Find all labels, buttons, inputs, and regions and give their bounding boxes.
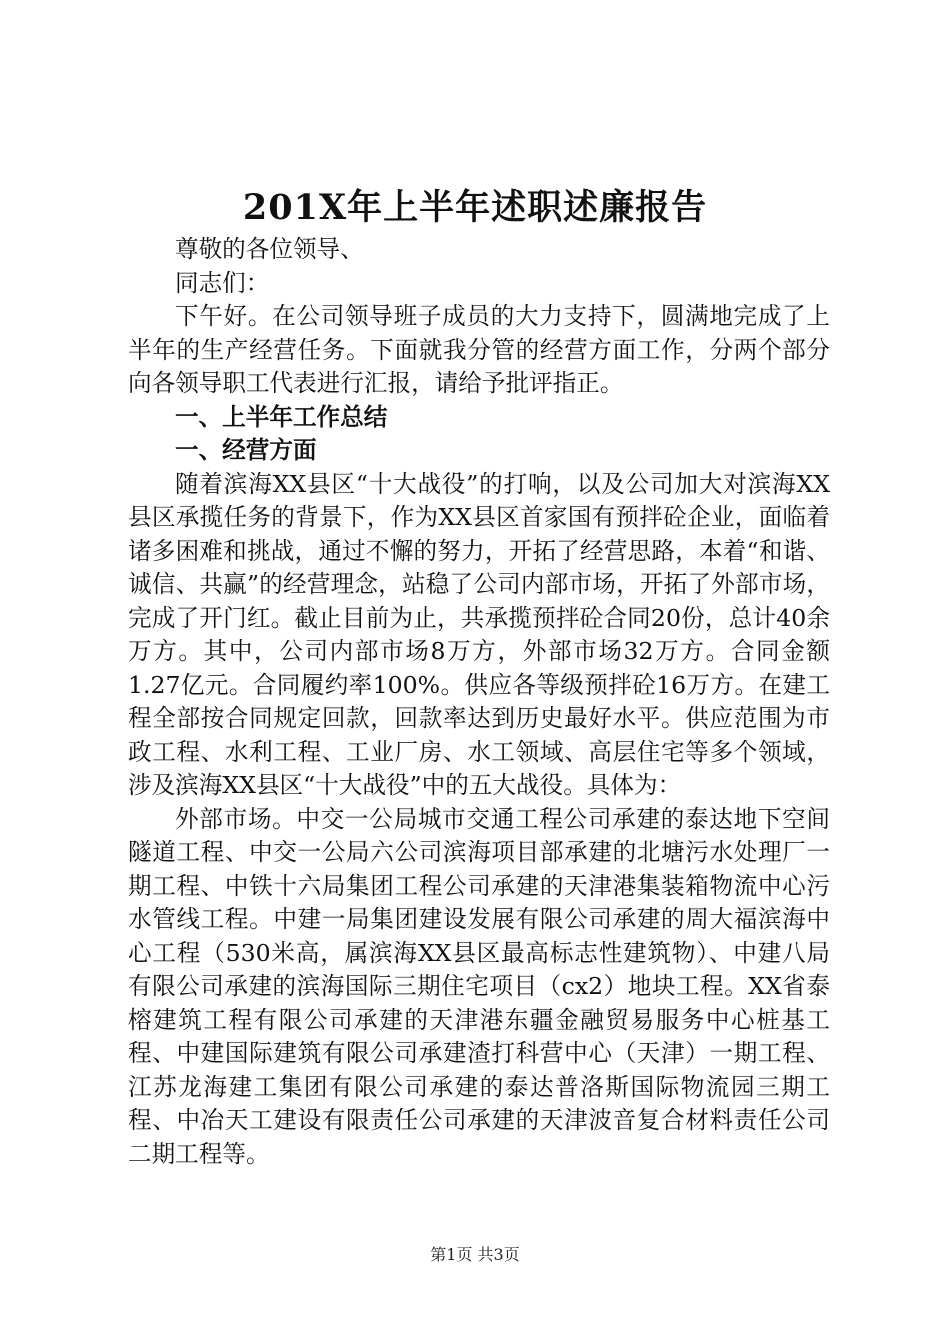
salutation-line-1: 尊敬的各位领导、	[175, 235, 364, 263]
body-paragraph: 随着滨海XX县区“十大战役”的打响，以及公司加大对滨海XX县区承揽任务的背景下，作为XX县区首家国有预拌砼企业，面临着诸多困难和挑战，通过不懈的努力，开拓了经营思路，本着“和谐、诚信、共赢”的经营理念，站稳了公司内部市场，开拓了外部市场，完成了开门红。截止目前为止，共承揽预拌砼合同20份，总计40余万方。其中，公司内部市场8万方，外部市场32万方。合同金额1.27亿元。合同履约率100%。供应各等级预拌砼16万方。在建工程全部按合同规定回款，回款率达到历史最好水平。供应范围为市政工程、水利工程、工业厂房、水工领域、高层住宅等多个领域，涉及滨海XX县区“十大战役”中的五大战役。具体为：	[128, 469, 830, 799]
subsection-heading: 一、经营方面	[175, 436, 317, 464]
body-paragraph: 外部市场。中交一公局城市交通工程公司承建的泰达地下空间隧道工程、中交一公局六公司滨海项目部承建的北塘污水处理厂一期工程、中铁十六局集团工程公司承建的天津港集装箱物流中心污水管线工程。中建一局集团建设发展有限公司承建的周大福滨海中心工程（530米高，属滨海XX县区最高标志性建筑物）、中建八局有限公司承建的滨海国际三期住宅项目（cx2）地块工程。XX省泰榕建筑工程有限公司承建的天津港东疆金融贸易服务中心桩基工程、中建国际建筑有限公司承建渣打科营中心（天津）一期工程、江苏龙海建工集团有限公司承建的泰达普洛斯国际物流园三期工程、中冶天工建设有限责任公司承建的天津波音复合材料责任公司二期工程等。	[128, 804, 830, 1168]
intro-paragraph: 下午好。在公司领导班子成员的大力支持下，圆满地完成了上半年的生产经营任务。下面就我分管的经营方面工作，分两个部分向各领导职工代表进行汇报，请给予批评指正。	[128, 302, 830, 397]
page-footer: 第1页 共3页	[430, 1245, 520, 1264]
section-heading: 一、上半年工作总结	[175, 402, 388, 431]
document-body	[128, 233, 830, 1171]
page-title: 201X年上半年述职述廉报告	[242, 187, 708, 228]
salutation-line-2: 同志们：	[175, 268, 270, 297]
